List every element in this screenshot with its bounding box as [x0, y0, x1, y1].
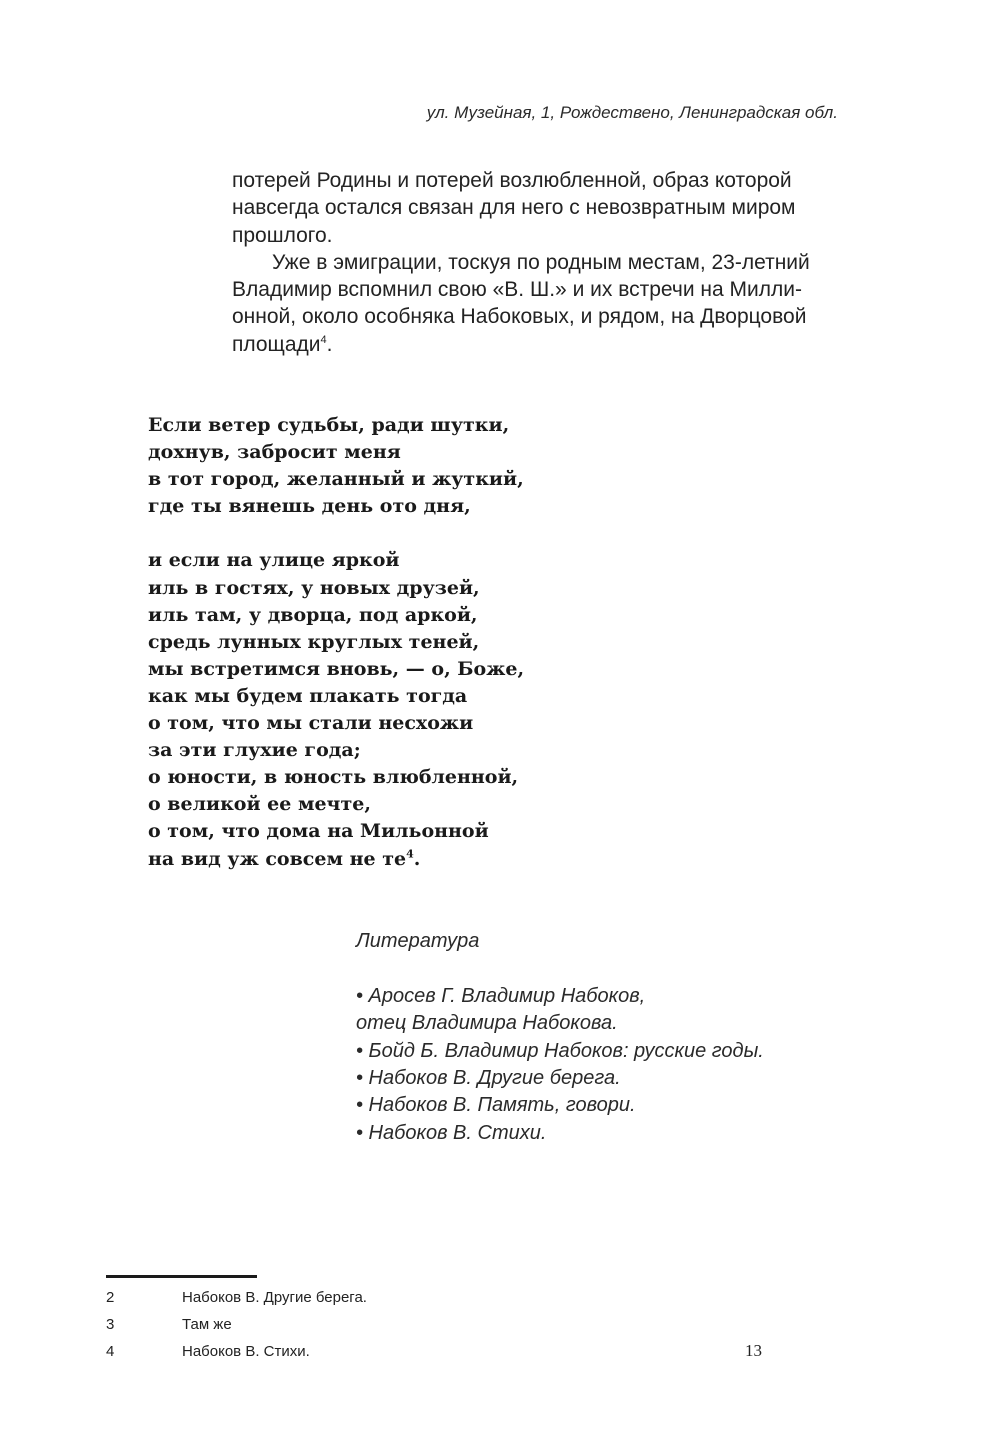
footnote-divider — [106, 1275, 257, 1278]
footnote — [106, 1315, 806, 1342]
paragraph-2-text: Уже в эмиграции, тоскуя по родным местам, 23-летний Владимир вспомнил свою «В. Ш.» и их встречи на Миллионной, около особняка Набоковых, и рядом, на Дворцовой площади — [232, 250, 810, 356]
running-header: ул. Музейная, 1, Рождествено, Ленинградская обл. — [426, 103, 838, 122]
literature-item: • Набоков В. Другие берега. — [356, 1067, 621, 1090]
poem-line-last — [148, 846, 568, 873]
paragraph-2 — [232, 249, 842, 358]
poem-line: дохнув, забросит меня — [148, 441, 401, 464]
literature-item: • Набоков В. Память, говори. — [356, 1094, 636, 1117]
poem-line: как мы будем плакать тогда — [148, 684, 468, 707]
paragraph-2-end: . — [326, 332, 333, 356]
literature-section — [356, 928, 836, 1147]
poem-line: Если ветер судьбы, ради шутки, — [148, 414, 510, 436]
poem-line: иль в гостях, у новых друзей, — [148, 576, 480, 599]
footnote-number: 4 — [106, 1343, 115, 1360]
poem — [148, 412, 568, 873]
footnote-text: Там же — [182, 1316, 232, 1333]
paragraph-1: потерей Родины и потерей возлюбленной, образ которой навсегда остался связан для него с невозвратным миром прошлого. — [232, 169, 796, 247]
footnote-number: 3 — [106, 1316, 115, 1333]
poem-line: иль там, у дворца, под аркой, — [148, 603, 478, 626]
footnotes — [106, 1288, 806, 1369]
poem-line: и если на улице яркой — [148, 549, 400, 572]
footnote-ref[interactable]: 4 — [320, 333, 327, 346]
poem-line: за эти глухие года; — [148, 739, 361, 762]
poem-line: о том, что мы стали несхожи — [148, 712, 474, 735]
footnote — [106, 1288, 806, 1315]
footnote — [106, 1342, 806, 1369]
poem-line: мы встретимся вновь, — о, Боже, — [148, 657, 525, 680]
poem-line: о том, что дома на Мильонной — [148, 820, 489, 843]
literature-item: • Набоков В. Стихи. — [356, 1121, 547, 1144]
poem-line: в тот город, желанный и жуткий, — [148, 468, 524, 491]
literature-title: Литература — [356, 930, 480, 952]
page-number: 13 — [745, 1341, 762, 1360]
poem-stanza-1 — [148, 412, 568, 520]
footnote-text: Набоков В. Другие берега. — [182, 1289, 367, 1306]
footnote-ref[interactable]: 4 — [406, 847, 414, 861]
poem-line: средь лунных круглых теней, — [148, 630, 480, 653]
poem-last-text: на вид уж совсем не те — [148, 847, 407, 870]
stanza-break — [148, 520, 568, 547]
poem-last-end: . — [413, 847, 421, 870]
poem-line: о великой ее мечте, — [148, 793, 371, 816]
poem-line: где ты вянешь день ото дня, — [148, 495, 471, 518]
literature-item: отец Владимира Набокова. — [356, 1012, 618, 1035]
literature-item: • Аросев Г. Владимир Набоков, — [356, 984, 646, 1007]
footnote-number: 2 — [106, 1289, 115, 1306]
poem-line: о юности, в юность влюбленной, — [148, 766, 519, 789]
poem-stanza-2 — [148, 547, 568, 872]
literature-item: • Бойд Б. Владимир Набоков: русские годы. — [356, 1039, 764, 1062]
body-text — [232, 167, 842, 358]
footnote-text: Набоков В. Стихи. — [182, 1343, 310, 1360]
